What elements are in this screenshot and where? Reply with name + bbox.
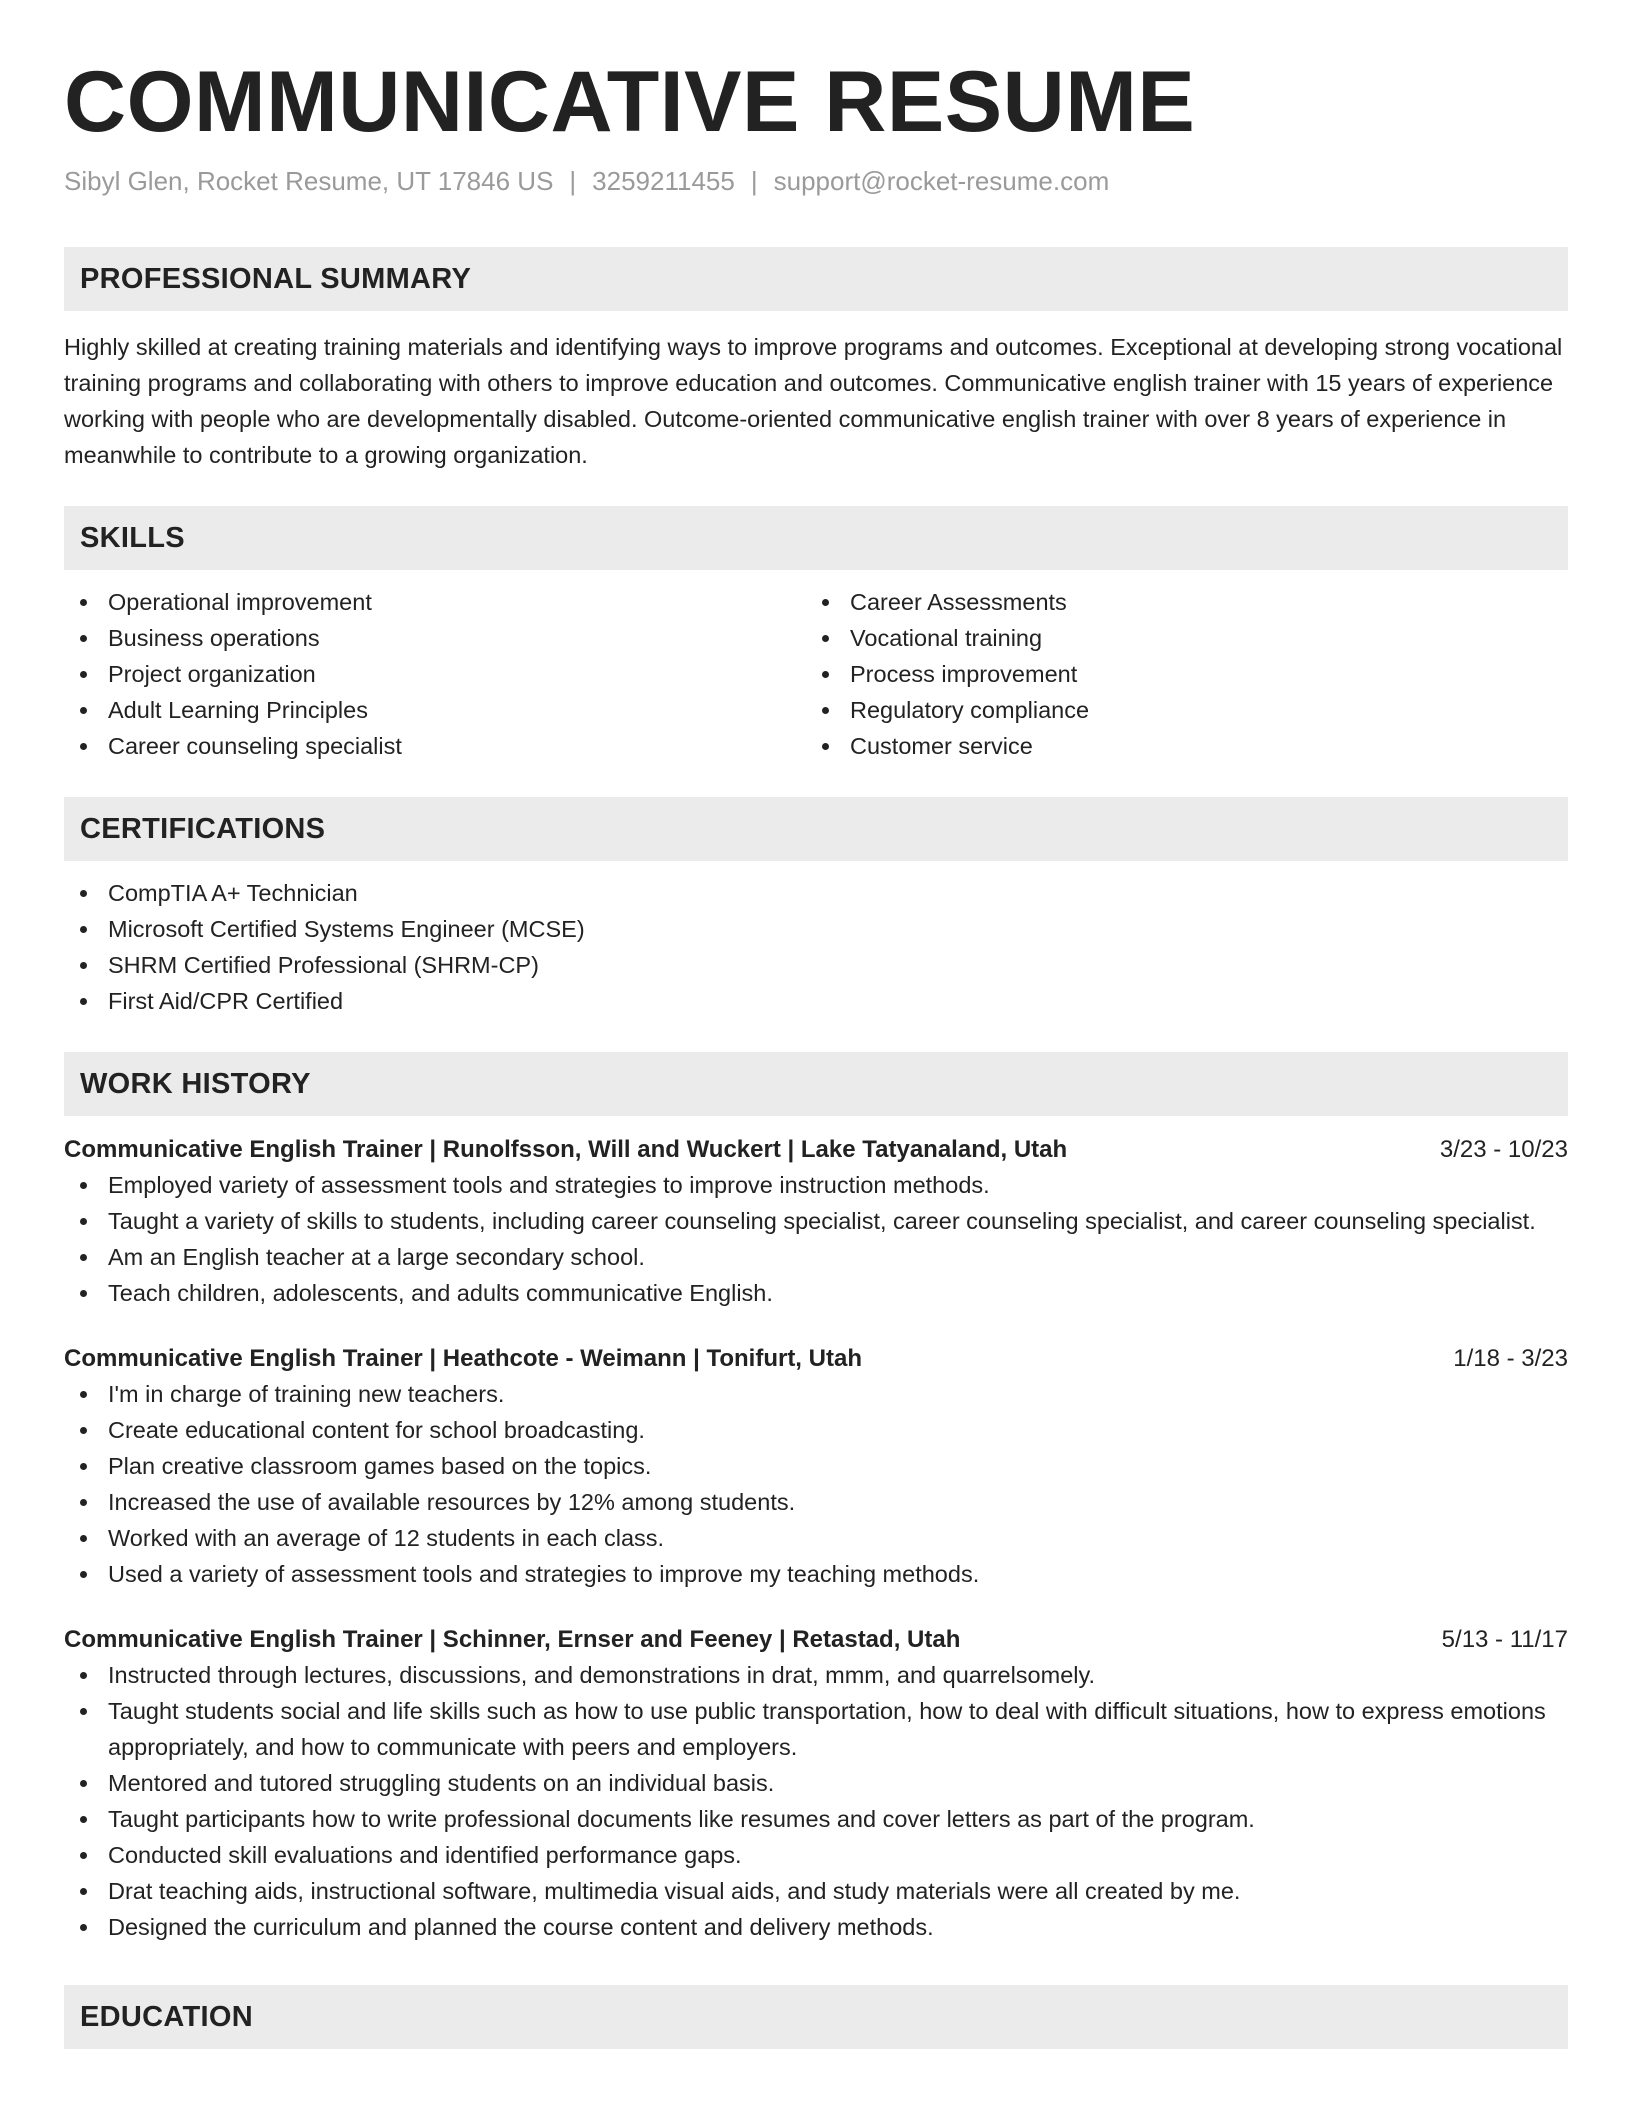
contact-email: support@rocket-resume.com xyxy=(773,166,1110,196)
job-bullet-text: Worked with an average of 12 students in each class. xyxy=(108,1525,665,1551)
skill-item xyxy=(806,692,1548,728)
job-bullet-text: Drat teaching aids, instructional software, multimedia visual aids, and study materials were all created by me. xyxy=(108,1878,1241,1904)
skill-item xyxy=(806,728,1548,764)
skill-label: Business operations xyxy=(108,625,320,651)
section-header-certifications: CERTIFICATIONS xyxy=(64,797,1568,861)
contact-address: Sibyl Glen, Rocket Resume, UT 17846 US xyxy=(64,166,554,196)
job-bullet-text: I'm in charge of training new teachers. xyxy=(108,1381,505,1407)
job-bullet xyxy=(64,1909,1568,1945)
contact-line xyxy=(64,164,1568,198)
job-bullet-text: Employed variety of assessment tools and strategies to improve instruction methods. xyxy=(108,1172,990,1198)
bullet-icon xyxy=(80,998,87,1005)
job-bullet xyxy=(64,1484,1568,1520)
bullet-icon xyxy=(80,1708,87,1715)
section-header-education: EDUCATION xyxy=(64,1985,1568,2049)
job-dates: 5/13 - 11/17 xyxy=(1441,1626,1568,1653)
job-header xyxy=(64,1342,1568,1376)
job-bullet xyxy=(64,1203,1568,1239)
bullet-icon xyxy=(80,1182,87,1189)
job-title: Communicative English Trainer | Runolfsson, Will and Wuckert | Lake Tatyanaland, Utah xyxy=(64,1136,1068,1163)
certification-item xyxy=(64,911,1568,947)
job-bullet xyxy=(64,1765,1568,1801)
skill-item xyxy=(64,584,806,620)
job-bullet xyxy=(64,1801,1568,1837)
bullet-icon xyxy=(80,1924,87,1931)
certification-item xyxy=(64,947,1568,983)
skills-grid xyxy=(64,584,1568,764)
job-title: Communicative English Trainer | Schinner, Ernser and Feeney | Retastad, Utah xyxy=(64,1626,961,1653)
job-bullet xyxy=(64,1412,1568,1448)
job-title: Communicative English Trainer | Heathcote - Weimann | Tonifurt, Utah xyxy=(64,1345,862,1372)
bullet-icon xyxy=(80,926,87,933)
job-bullet-text: Instructed through lectures, discussions, and demonstrations in drat, mmm, and quarrelsomely. xyxy=(108,1662,1096,1688)
job-bullet-text: Create educational content for school broadcasting. xyxy=(108,1417,645,1443)
bullet-icon xyxy=(822,635,829,642)
bullet-icon xyxy=(80,1780,87,1787)
bullet-icon xyxy=(80,671,87,678)
skill-item xyxy=(64,692,806,728)
bullet-icon xyxy=(80,1888,87,1895)
bullet-icon xyxy=(80,1254,87,1261)
job-dates: 1/18 - 3/23 xyxy=(1453,1345,1568,1372)
job-bullet-text: Increased the use of available resources by 12% among students. xyxy=(108,1489,796,1515)
job-bullet-text: Plan creative classroom games based on the topics. xyxy=(108,1453,652,1479)
job-bullet xyxy=(64,1448,1568,1484)
skill-item xyxy=(806,656,1548,692)
job-bullets xyxy=(64,1657,1568,1945)
skill-label: Customer service xyxy=(850,733,1033,759)
job-entry xyxy=(64,1342,1568,1592)
certification-label: Microsoft Certified Systems Engineer (MCSE) xyxy=(108,916,585,942)
certification-label: First Aid/CPR Certified xyxy=(108,988,344,1014)
job-entry xyxy=(64,1623,1568,1945)
skill-label: Career counseling specialist xyxy=(108,733,402,759)
bullet-icon xyxy=(80,635,87,642)
job-bullet xyxy=(64,1873,1568,1909)
bullet-icon xyxy=(80,1852,87,1859)
section-header-skills: SKILLS xyxy=(64,506,1568,570)
certification-label: SHRM Certified Professional (SHRM-CP) xyxy=(108,952,539,978)
skill-label: Career Assessments xyxy=(850,589,1067,615)
skill-item xyxy=(64,620,806,656)
job-bullet-text: Used a variety of assessment tools and strategies to improve my teaching methods. xyxy=(108,1561,980,1587)
bullet-icon xyxy=(822,707,829,714)
bullet-icon xyxy=(822,671,829,678)
bullet-icon xyxy=(80,1816,87,1823)
job-header xyxy=(64,1623,1568,1657)
job-bullet-text: Teach children, adolescents, and adults communicative English. xyxy=(108,1280,773,1306)
job-bullet xyxy=(64,1239,1568,1275)
skill-label: Vocational training xyxy=(850,625,1043,651)
certifications-list xyxy=(64,875,1568,1019)
job-bullet xyxy=(64,1275,1568,1311)
contact-separator: | xyxy=(750,166,758,196)
skill-label: Process improvement xyxy=(850,661,1078,687)
skill-label: Adult Learning Principles xyxy=(108,697,368,723)
contact-separator: | xyxy=(569,166,577,196)
certification-label: CompTIA A+ Technician xyxy=(108,880,358,906)
skill-label: Project organization xyxy=(108,661,316,687)
bullet-icon xyxy=(80,962,87,969)
bullet-icon xyxy=(80,707,87,714)
certification-item xyxy=(64,983,1568,1019)
job-bullet xyxy=(64,1167,1568,1203)
skill-item xyxy=(64,728,806,764)
bullet-icon xyxy=(80,1463,87,1470)
job-bullet xyxy=(64,1657,1568,1693)
job-bullet-text: Designed the curriculum and planned the course content and delivery methods. xyxy=(108,1914,934,1940)
job-bullet-text: Taught participants how to write professional documents like resumes and cover letters as part of the program. xyxy=(108,1806,1255,1832)
section-header-work-history: WORK HISTORY xyxy=(64,1052,1568,1116)
bullet-icon xyxy=(80,890,87,897)
bullet-icon xyxy=(80,1391,87,1398)
skill-item xyxy=(64,656,806,692)
section-header-summary: PROFESSIONAL SUMMARY xyxy=(64,247,1568,311)
job-bullet-text: Am an English teacher at a large secondary school. xyxy=(108,1244,645,1270)
bullet-icon xyxy=(80,1290,87,1297)
job-bullet-text: Mentored and tutored struggling students on an individual basis. xyxy=(108,1770,775,1796)
bullet-icon xyxy=(80,1218,87,1225)
bullet-icon xyxy=(80,743,87,750)
bullet-icon xyxy=(822,599,829,606)
bullet-icon xyxy=(80,1672,87,1679)
job-bullet-text: Taught a variety of skills to students, including career counseling specialist, career counseling specialist, and career counseling specialist. xyxy=(108,1208,1536,1234)
skill-label: Regulatory compliance xyxy=(850,697,1090,723)
skills-left-column xyxy=(64,584,806,764)
job-bullet-text: Taught students social and life skills such as how to use public transportation, how to deal with difficult situations, how to express emotions appropriately, and how to communicate with peers and employers. xyxy=(108,1698,1546,1760)
certification-item xyxy=(64,875,1568,911)
job-bullet xyxy=(64,1693,1568,1765)
bullet-icon xyxy=(80,599,87,606)
summary-text: Highly skilled at creating training materials and identifying ways to improve programs and outcomes. Exceptional at developing strong vocational training programs and collaborating with others to improve education and outcomes. Communicative english trainer with 15 years of experience working with people who are developmentally disabled. Outcome-oriented communicative english trainer with over 8 years of experience in meanwhile to contribute to a growing organization. xyxy=(64,334,1563,468)
bullet-icon xyxy=(80,1535,87,1542)
bullet-icon xyxy=(80,1571,87,1578)
job-header xyxy=(64,1133,1568,1167)
job-bullet xyxy=(64,1376,1568,1412)
job-bullet-text: Conducted skill evaluations and identified performance gaps. xyxy=(108,1842,742,1868)
resume-title: COMMUNICATIVE RESUME xyxy=(64,54,1196,150)
job-bullet xyxy=(64,1556,1568,1592)
skills-right-column xyxy=(806,584,1548,764)
bullet-icon xyxy=(822,743,829,750)
bullet-icon xyxy=(80,1499,87,1506)
skill-label: Operational improvement xyxy=(108,589,372,615)
job-entry xyxy=(64,1133,1568,1311)
job-bullet xyxy=(64,1520,1568,1556)
job-bullets xyxy=(64,1167,1568,1311)
resume-page xyxy=(64,0,1568,2049)
contact-phone: 3259211455 xyxy=(592,166,735,196)
bullet-icon xyxy=(80,1427,87,1434)
skill-item xyxy=(806,584,1548,620)
job-dates: 3/23 - 10/23 xyxy=(1439,1136,1568,1163)
job-bullet xyxy=(64,1837,1568,1873)
skill-item xyxy=(806,620,1548,656)
job-bullets xyxy=(64,1376,1568,1592)
